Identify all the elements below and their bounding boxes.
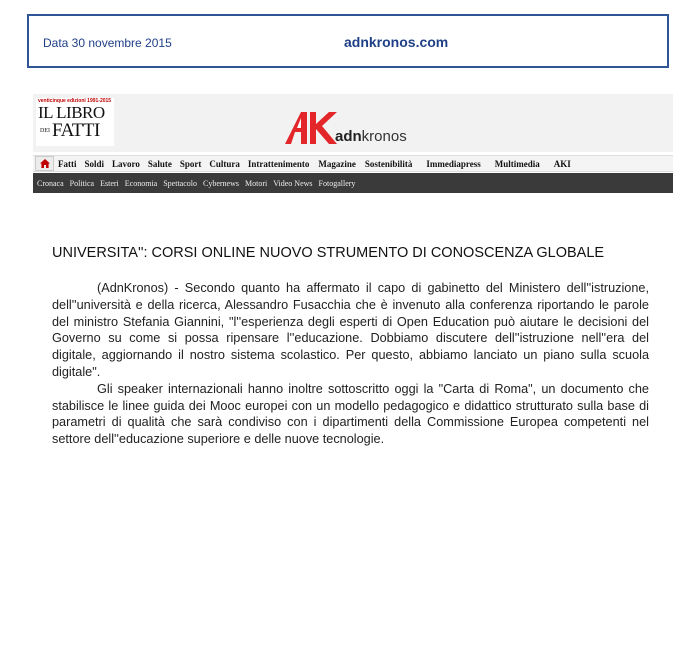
nav-item-immediapress[interactable]: Immediapress bbox=[426, 158, 481, 169]
home-icon bbox=[40, 159, 50, 168]
subnav-item-video-news[interactable]: Video News bbox=[273, 178, 313, 188]
article-paragraph: (AdnKronos) - Secondo quanto ha affermato il capo di gabinetto del Ministero dell''istruzione, dell''università e della ricerca, Alessandro Fusacchia che è invenuto alla conferenza riportando le parole del ministro Stefania Giannini, "l''esperienza degli esperti di Open Education può aiutare le decisioni del Governo su come si possa ripensare l''educazione. Dobbiamo discutere dell''istruzione nell''era del digitale, aggiornando il nostro sistema scolastico. Per questo, abbiamo lanciato un piano sulla scuola digitale". bbox=[52, 281, 649, 379]
subnav-item-cybernews[interactable]: Cybernews bbox=[203, 178, 239, 188]
adnkronos-wordmark: adnkronos bbox=[335, 128, 407, 145]
subnav-item-cronaca[interactable]: Cronaca bbox=[37, 178, 64, 188]
adnkronos-logo[interactable] bbox=[285, 108, 435, 144]
clipping-source: adnkronos.com bbox=[344, 34, 449, 50]
subnav-item-politica[interactable]: Politica bbox=[69, 178, 95, 188]
clipping-header bbox=[27, 14, 669, 68]
subnav-item-esteri[interactable]: Esteri bbox=[100, 178, 119, 188]
article-body bbox=[52, 280, 649, 448]
subnav-item-fotogallery[interactable]: Fotogallery bbox=[318, 178, 356, 188]
subnav-item-motori[interactable]: Motori bbox=[245, 178, 268, 188]
nav-item-sostenibilit-[interactable]: Sostenibilità bbox=[364, 158, 413, 169]
nav-item-fatti[interactable]: Fatti bbox=[58, 158, 77, 169]
sub-navigation bbox=[33, 173, 673, 193]
subnav-item-economia[interactable]: Economia bbox=[124, 178, 158, 188]
libro-dei-text: DEI bbox=[40, 128, 50, 134]
nav-item-sport[interactable]: Sport bbox=[179, 158, 202, 169]
nav-item-lavoro[interactable]: Lavoro bbox=[112, 158, 140, 169]
site-banner bbox=[33, 94, 673, 152]
nav-item-cultura[interactable]: Cultura bbox=[209, 158, 240, 169]
nav-item-multimedia[interactable]: Multimedia bbox=[494, 158, 540, 169]
libro-second-line bbox=[36, 121, 114, 141]
libro-fatti-text: FATTI bbox=[52, 120, 100, 141]
nav-item-salute[interactable]: Salute bbox=[147, 158, 172, 169]
libro-dei-fatti-logo[interactable] bbox=[36, 98, 114, 146]
nav-item-soldi[interactable]: Soldi bbox=[84, 158, 105, 169]
libro-title-line: IL LIBRO bbox=[38, 103, 105, 122]
main-navigation bbox=[33, 155, 673, 172]
adnkronos-mark-icon bbox=[285, 108, 337, 144]
libro-edition-text: venticinque edizioni 1991-2015 bbox=[38, 98, 112, 104]
nav-item-intrattenimento[interactable]: Intrattenimento bbox=[247, 158, 310, 169]
article-title: UNIVERSITA'': CORSI ONLINE NUOVO STRUMENTO DI CONOSCENZA GLOBALE bbox=[52, 245, 605, 261]
clipping-date: Data 30 novembre 2015 bbox=[43, 36, 172, 50]
nav-item-magazine[interactable]: Magazine bbox=[318, 158, 356, 169]
home-button[interactable] bbox=[35, 156, 54, 171]
article-paragraph: Gli speaker internazionali hanno inoltre sottoscritto oggi la "Carta di Roma", un documento che stabilisce le linee guida dei Mooc europei con un modello pedagogico e didattico strutturato sulla base di parametri di qualità che sarà condiviso con i dipartimenti della Commissione Europea competenti nel settore dell''educazione superiore e delle nuove tecnologie. bbox=[52, 381, 649, 447]
subnav-item-spettacolo[interactable]: Spettacolo bbox=[163, 178, 197, 188]
nav-item-aki[interactable]: AKI bbox=[553, 158, 571, 169]
